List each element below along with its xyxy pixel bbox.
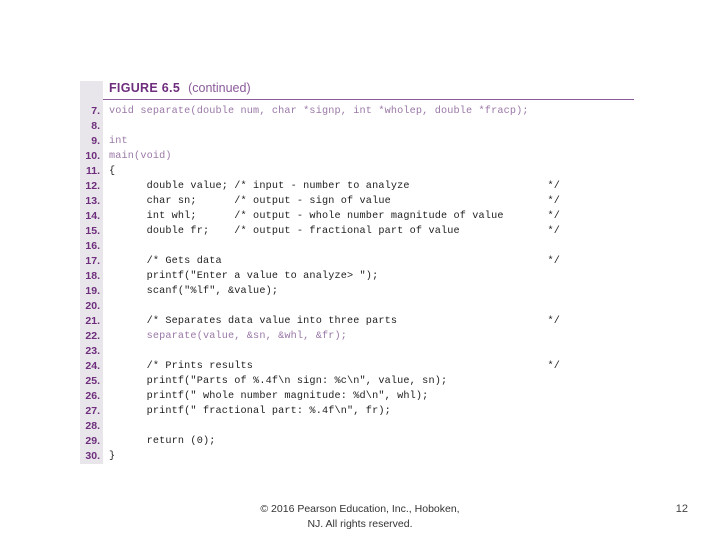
code-text: main(void) xyxy=(109,151,172,162)
code-text: printf("Enter a value to analyze> "); xyxy=(109,271,379,282)
code-text: { xyxy=(109,166,116,177)
line-number: 10. xyxy=(85,150,100,162)
line-number: 28. xyxy=(85,420,100,432)
code-line xyxy=(80,209,640,224)
code-text: double fr; /* output - fractional part of value */ xyxy=(109,226,560,237)
code-text: double value; /* input - number to analyze */ xyxy=(109,181,560,192)
code-line xyxy=(80,224,640,239)
line-number: 14. xyxy=(85,210,100,222)
line-number: 19. xyxy=(85,285,100,297)
page-number: 12 xyxy=(675,503,688,515)
code-line xyxy=(80,344,640,359)
line-number: 11. xyxy=(85,165,100,177)
code-line xyxy=(80,374,640,389)
line-number: 17. xyxy=(85,255,100,267)
code-line xyxy=(80,329,640,344)
code-line xyxy=(80,359,640,374)
code-text: printf(" fractional part: %.4f\n", fr); xyxy=(109,406,391,417)
copyright-line-1: © 2016 Pearson Education, Inc., Hoboken, xyxy=(260,503,460,515)
code-line xyxy=(80,314,640,329)
code-line xyxy=(80,104,640,119)
code-line xyxy=(80,254,640,269)
code-text: scanf("%lf", &value); xyxy=(109,286,279,297)
code-line xyxy=(80,389,640,404)
line-number: 21. xyxy=(85,315,100,327)
figure-header-rule xyxy=(103,99,634,100)
code-text: int whl; /* output - whole number magnitude of value */ xyxy=(109,211,560,222)
line-number: 26. xyxy=(85,390,100,402)
line-number: 24. xyxy=(85,360,100,372)
line-number: 29. xyxy=(85,435,100,447)
line-number: 23. xyxy=(85,345,100,357)
line-number: 16. xyxy=(85,240,100,252)
figure-header xyxy=(109,80,251,98)
line-number: 7. xyxy=(91,105,100,117)
copyright-footer xyxy=(230,502,490,532)
code-line xyxy=(80,404,640,419)
code-text: char sn; /* output - sign of value */ xyxy=(109,196,560,207)
code-text: printf("Parts of %.4f\n sign: %c\n", value, sn); xyxy=(109,376,448,387)
line-number: 22. xyxy=(85,330,100,342)
code-text: /* Gets data */ xyxy=(109,256,560,267)
code-text: } xyxy=(109,451,116,462)
code-line xyxy=(80,449,640,464)
code-text: void separate(double num, char *signp, int *wholep, double *fracp); xyxy=(109,106,529,117)
code-line xyxy=(80,149,640,164)
code-line xyxy=(80,179,640,194)
code-line xyxy=(80,119,640,134)
figure-label: FIGURE 6.5 xyxy=(109,81,181,95)
code-line xyxy=(80,164,640,179)
code-text: separate(value, &sn, &whl, &fr); xyxy=(109,331,348,342)
code-line xyxy=(80,419,640,434)
code-line xyxy=(80,194,640,209)
line-number: 30. xyxy=(85,450,100,462)
line-number: 9. xyxy=(91,135,100,147)
line-number: 18. xyxy=(85,270,100,282)
code-text: return (0); xyxy=(109,436,216,447)
code-line xyxy=(80,269,640,284)
code-text: /* Prints results */ xyxy=(109,361,560,372)
line-number: 15. xyxy=(85,225,100,237)
line-number: 25. xyxy=(85,375,100,387)
code-text: int xyxy=(109,136,128,147)
code-text: printf(" whole number magnitude: %d\n", whl); xyxy=(109,391,429,402)
line-number: 27. xyxy=(85,405,100,417)
line-number: 12. xyxy=(85,180,100,192)
code-text: /* Separates data value into three parts */ xyxy=(109,316,560,327)
code-line xyxy=(80,239,640,254)
line-number: 13. xyxy=(85,195,100,207)
line-number: 8. xyxy=(91,120,100,132)
code-line xyxy=(80,434,640,449)
code-line xyxy=(80,284,640,299)
code-line xyxy=(80,134,640,149)
copyright-line-2: NJ. All rights reserved. xyxy=(307,518,413,530)
figure-subtitle: (continued) xyxy=(188,81,251,95)
line-number: 20. xyxy=(85,300,100,312)
code-listing xyxy=(80,104,640,464)
code-line xyxy=(80,299,640,314)
